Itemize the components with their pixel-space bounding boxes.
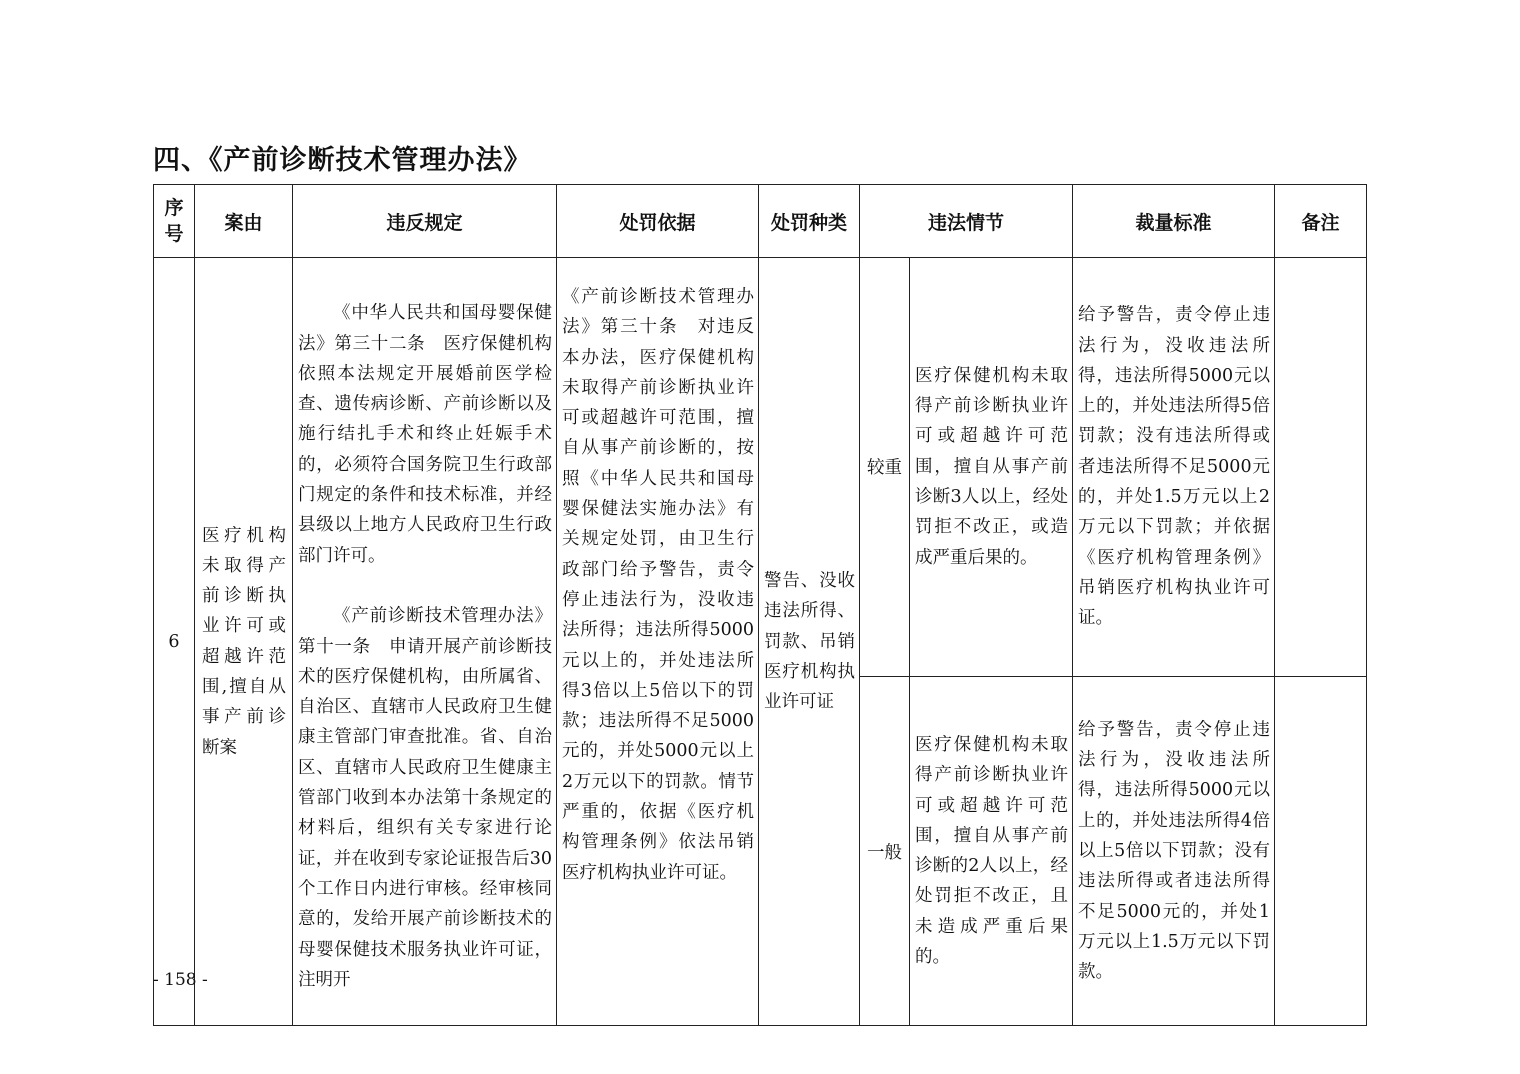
row-case (195, 258, 293, 1026)
row-penalty-type (759, 258, 860, 1026)
table-row-level-1 (154, 258, 1367, 677)
row-basis (557, 258, 759, 1026)
row-seq: 6 (154, 258, 195, 1026)
row-violation (293, 258, 557, 1026)
level-label-1: 较重 (860, 258, 910, 677)
violation-paragraph-2: 《产前诊断技术管理办法》第十一条 申请开展产前诊断技术的医疗保健机构，由所属省、自治区、直辖市人民政府卫生健康主管部门审查批准。省、自治区、直辖市人民政府卫生健康主管部门收到本办法第十条规定的材料后，组织有关专家进行论证，并在收到专家论证报告后30个工作日内进行审核。经审核同意的，发给开展产前诊断技术的母婴保健技术服务执业许可证，注明开 (298, 606, 552, 990)
page-title: 四、《产前诊断技术管理办法》 (153, 145, 532, 176)
header-standard: 裁量标准 (1073, 185, 1275, 258)
circumstance-1-text: 医疗保健机构未取得产前诊断执业许可或超越许可范围，擅自从事产前诊断3人以上，经处罚拒不改正，或造成严重后果的。 (915, 365, 1069, 568)
violation-paragraph-1: 《中华人民共和国母婴保健法》第三十二条 医疗保健机构依照本法规定开展婚前医学检查、遗传病诊断、产前诊断以及施行结扎手术和终止妊娠手术的，必须符合国务院卫生行政部门规定的条件和技术标准，并经县级以上地方人民政府卫生行政部门许可。 (298, 303, 552, 566)
row-case-text: 医疗机构未取得产前诊断执业许可或超越许范围,擅自从事产前诊断案 (202, 525, 286, 758)
standard-1 (1073, 258, 1275, 677)
remarks-2 (1275, 676, 1367, 1026)
header-circumstance: 违法情节 (860, 185, 1073, 258)
standard-1-text: 给予警告，责令停止违法行为，没收违法所得，违法所得5000元以上的，并处违法所得5倍罚款；没有违法所得或者违法所得不足5000元的，并处1.5万元以上2万元以下罚款；并依据《医疗机构管理条例》吊销医疗机构执业许可证。 (1078, 305, 1271, 629)
page-number: - 158 - (153, 970, 208, 990)
header-remarks: 备注 (1275, 185, 1367, 258)
header-penalty-type: 处罚种类 (759, 185, 860, 258)
header-violation: 违反规定 (293, 185, 557, 258)
circumstance-1 (910, 258, 1073, 677)
level-label-2: 一般 (860, 676, 910, 1026)
header-case: 案由 (195, 185, 293, 258)
header-basis: 处罚依据 (557, 185, 759, 258)
row-penalty-type-text: 警告、没收违法所得、罚款、吊销医疗机构执业许可证 (764, 570, 855, 713)
standard-2 (1073, 676, 1275, 1026)
header-seq: 序号 (154, 185, 195, 258)
standard-2-text: 给予警告，责令停止违法行为，没收违法所得，违法所得5000元以上的，并处违法所得4倍以上5倍以下罚款；没有违法所得或者违法所得不足5000元的，并处1万元以上1.5万元以下罚款。 (1078, 719, 1271, 983)
remarks-1 (1275, 258, 1367, 677)
circumstance-2-text: 医疗保健机构未取得产前诊断执业许可或超越许可范围，擅自从事产前诊断的2人以上，经处罚拒不改正，且未造成严重后果的。 (915, 734, 1069, 968)
penalty-table (153, 184, 1367, 1026)
circumstance-2 (910, 676, 1073, 1026)
header-row (154, 185, 1367, 258)
row-basis-text: 《产前诊断技术管理办法》第三十条 对违反本办法，医疗保健机构未取得产前诊断执业许可或超越许可范围，擅自从事产前诊断的，按照《中华人民共和国母婴保健法实施办法》有关规定处罚，由卫生行政部门给予警告，责令停止违法行为，没收违法所得；违法所得5000元以上的，并处违法所得3倍以上5倍以下的罚款；违法所得不足5000元的，并处5000元以上2万元以下的罚款。情节严重的，依据《医疗机构管理条例》依法吊销医疗机构执业许可证。 (562, 287, 754, 883)
